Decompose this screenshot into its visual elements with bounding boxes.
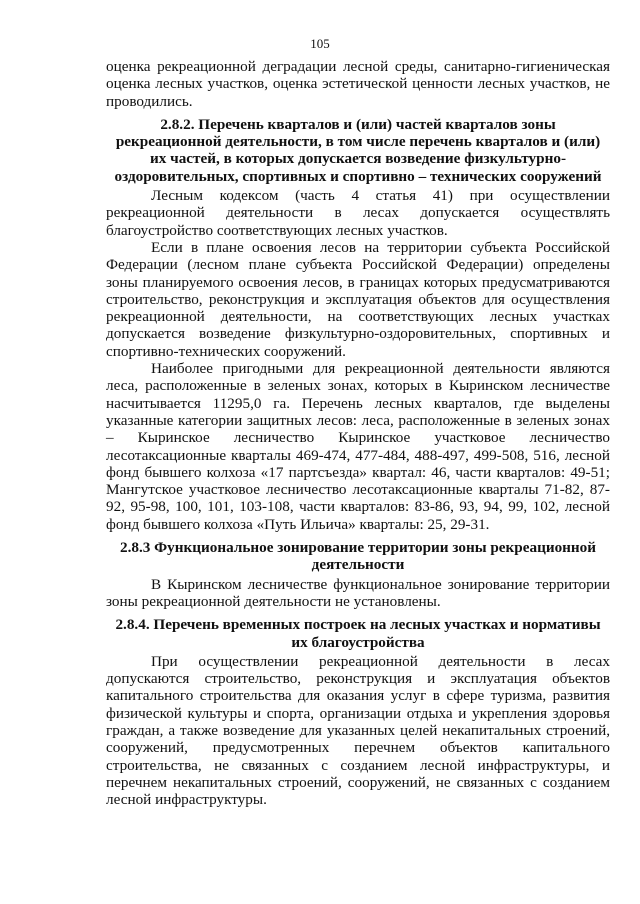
section-heading-2-8-4: 2.8.4. Перечень временных построек на лесных участках и нормативы их благоустройства (115, 616, 601, 651)
paragraph-forest-code: Лесным кодексом (часть 4 статья 41) при осуществлении рекреационной деятельности в лесах допускается осуществлять благоустройство соответствующих лесных участков. (106, 187, 610, 239)
paragraph-intro-continuation: оценка рекреационной деградации лесной среды, санитарно-гигиеническая оценка лесных участков, оценка эстетической ценности лесных участков, не проводились. (106, 58, 610, 110)
section-heading-2-8-3: 2.8.3 Функциональное зонирование территории зоны рекреационной деятельности (119, 539, 597, 574)
page-number: 105 (310, 36, 330, 51)
paragraph-temporary-buildings: При осуществлении рекреационной деятельности в лесах допускаются строительство, реконструкция и эксплуатация объектов капитального строительства для оказания услуг в сфере туризма, развития физической культуры и спорта, организации отдыха и укрепления здоровья граждан, а также возведение для указанных целей некапитальных строений, сооружений, предусмотренных перечнем объектов капитального строительства, не связанных с созданием лесной инфраструктуры, и перечнем некапитальных строений, сооружений, не связанных с созданием лесной инфраструктуры. (106, 652, 610, 809)
paragraph-zoning: В Кыринском лесничестве функциональное зонирование территории зоны рекреационной деятельности не установлены. (106, 575, 610, 610)
paragraph-development-plan: Если в плане освоения лесов на территории субъекта Российской Федерации (лесном плане субъекта Российской Федерации) определены зоны планируемого освоения лесов, в границах которых предусматриваются строительство, реконструкция и эксплуатация объектов для осуществления рекреационной деятельности, на соответствующих лесных участках допускается возведение физкультурно-оздоровительных, спортивных и спортивно-технических сооружений. (106, 238, 610, 360)
paragraph-green-zones: Наиболее пригодными для рекреационной деятельности являются леса, расположенные в зеленых зонах, которых в Кыринском лесничестве насчитывается 11295,0 га. Перечень лесных кварталов, где выделены указанные категории защитных лесов: леса, расположенные в зеленых зонах – Кыринское лесничество Кыринское участковое лесничество лесотаксационные кварталы 469-474, 477-484, 488-497, 499-508, 516, лесной фонд бывшего колхоза «17 партсъезда» квартал: 46, части кварталов: 49-51; Мангутское участковое лесничество лесотаксационные кварталы 71-82, 87-92, 95-98, 100, 101, 103-108, части кварталов: 83-86, 93, 94, 99, 102, лесной фонд бывшего колхоза «Путь Ильича» кварталы: 25, 29-31. (106, 360, 610, 533)
page-content (106, 58, 610, 808)
section-heading-2-8-2: 2.8.2. Перечень кварталов и (или) частей кварталов зоны рекреационной деятельности, в том числе перечень кварталов и (или) их частей, в которых допускается возведение физкультурно-оздоровительных, спортивных и спортивно – технических сооружений (114, 115, 602, 185)
